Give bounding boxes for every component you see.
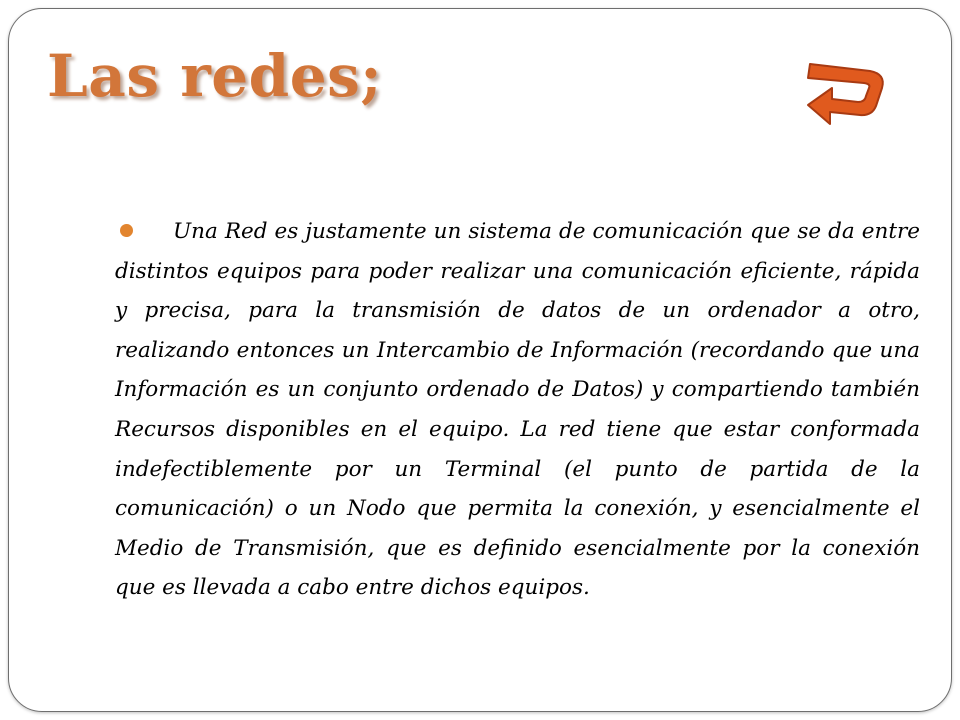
- slide-title: Las redes;: [47, 42, 383, 110]
- bullet-paragraph: Una Red es justamente un sistema de comunicación que se da entre distintos equipos para poder realizar una comunicación eficiente, rápida y precisa, para la transmisión de datos de un ordenador a otro, realizando entonces un Intercambio de Información (recordando que una Información es un conjunto ordenado de Datos) y compartiendo también Recursos disponibles en el equipo. La red tiene que estar conformada indefectiblemente por un Terminal (el punto de partida de la comunicación) o un Nodo que permita la conexión, y esencialmente el Medio de Transmisión, que es definido esencialmente por la conexión que es llevada a cabo entre dichos equipos.: [115, 219, 920, 601]
- return-arrow-icon[interactable]: [800, 58, 890, 132]
